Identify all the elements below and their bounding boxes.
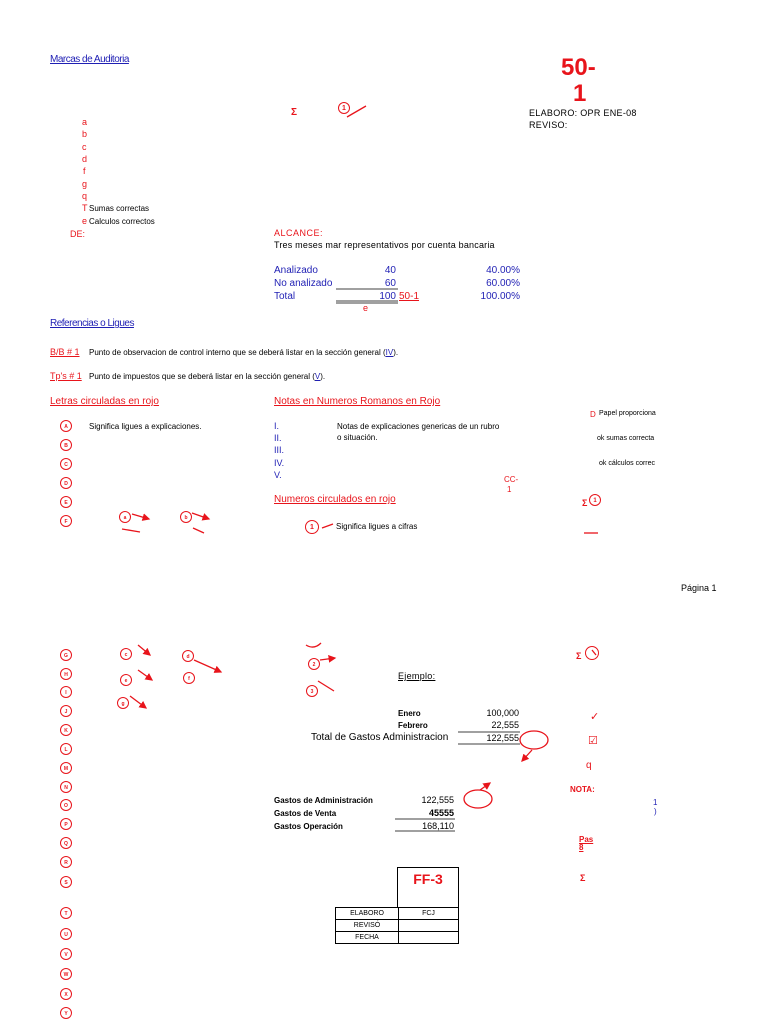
- referencias-title: Referencias o Ligues: [50, 318, 134, 329]
- alcance-title: ALCANCE:: [274, 228, 324, 238]
- mini-circle-icon: c: [120, 648, 132, 660]
- gastos-row-value: 45555: [428, 808, 454, 818]
- arrow-stroke: [194, 660, 221, 672]
- number-circle-icon: 3: [306, 685, 318, 697]
- letter-circle-icon: G: [60, 649, 72, 661]
- side-e-label: ok cálculos correc: [599, 460, 656, 467]
- letter-circle-icon: W: [60, 968, 72, 980]
- letras-description: Significa ligues a explicaciones.: [89, 422, 202, 431]
- arrow-stroke: [192, 513, 209, 519]
- mark-letter: d: [82, 154, 88, 164]
- numeros-description: Significa ligues a cifras: [336, 522, 418, 531]
- signoff-label: REVISÓ: [336, 920, 399, 932]
- gastos-row-label: Gastos de Venta: [274, 809, 337, 818]
- mark-letter: a: [82, 117, 88, 127]
- alcance-row-label: No analizado: [274, 278, 333, 289]
- nota-num-2: ): [654, 807, 657, 816]
- dash-stroke: [122, 529, 140, 532]
- dash-stroke: [592, 650, 596, 655]
- number-circle-icon: 2: [308, 658, 320, 670]
- tp-code: Tp's # 1: [50, 371, 82, 381]
- dash-stroke: [318, 681, 334, 691]
- mark-letter: g: [82, 179, 88, 189]
- notas-title: Notas en Numeros Romanos en Rojo: [274, 396, 441, 407]
- arrow-stroke: [132, 514, 149, 519]
- alcance-row-label: Analizado: [274, 265, 318, 276]
- mini-circle-icon: f: [183, 672, 195, 684]
- mark-letter: b: [82, 129, 88, 139]
- mini-circle-icon: a: [119, 511, 131, 523]
- alcance-row-label: Total: [274, 291, 296, 302]
- alcance-row-value: 100: [379, 291, 396, 302]
- alcance-row-value: 60: [384, 278, 396, 289]
- letter-circle-icon: H: [60, 668, 72, 680]
- letter-circle-icon: X: [60, 988, 72, 1000]
- letter-circle-icon: A: [60, 420, 72, 432]
- number-circle-icon: 1: [305, 520, 319, 534]
- mini-circle-icon: g: [117, 697, 129, 709]
- roman-numeral: II.: [274, 433, 282, 443]
- page-label: Página 1: [681, 583, 717, 593]
- ejemplo-row-label: Febrero: [398, 721, 428, 730]
- letter-circle-icon: V: [60, 948, 72, 960]
- gastos-row-label: Gastos Operación: [274, 822, 343, 831]
- gastos-row-value: 122,555: [421, 795, 454, 805]
- signoff-label: FECHA: [336, 932, 399, 944]
- alcance-row-pct: 60.00%: [486, 278, 520, 289]
- alcance-description: Tres meses mar representativos por cuenta bancaria: [274, 240, 495, 250]
- notas-desc-line1: Notas de explicaciones genericas de un rubro: [337, 422, 500, 431]
- ejemplo-total-label: Total de Gastos Administracion: [311, 732, 449, 743]
- curve-stroke: [306, 643, 321, 647]
- letter-circle-icon: S: [60, 876, 72, 888]
- e-mark: e: [82, 216, 88, 226]
- p2-sigma-2: Σ: [580, 873, 586, 883]
- t-mark-label: Sumas correctas: [89, 204, 150, 213]
- arrow-stroke: [320, 658, 335, 660]
- e-mark-label: Calculos correctos: [89, 217, 155, 226]
- marcas-title: Marcas de Auditoria: [50, 54, 129, 65]
- tp-description: Punto de impuestos que se deberá listar en la sección general (V).: [89, 372, 326, 381]
- side-d-mark: D: [590, 410, 596, 419]
- box-check-icon: ☑: [588, 735, 598, 747]
- t-mark: T: [82, 203, 88, 213]
- letter-circle-icon: T: [60, 907, 72, 919]
- letter-circle-icon: Y: [60, 1007, 72, 1019]
- de-label: DE:: [70, 229, 86, 239]
- cc-ref-line1: CC-: [504, 475, 519, 484]
- nota-label: NOTA:: [570, 785, 595, 794]
- roman-numeral: IV.: [274, 458, 285, 468]
- signoff-label: ELABORO: [336, 908, 399, 920]
- oval-mark: [464, 790, 492, 808]
- alcance-row-pct: 100.00%: [480, 291, 520, 302]
- letter-circle-icon: M: [60, 762, 72, 774]
- alcance-row-value: 40: [384, 265, 396, 276]
- numeros-title: Numeros circulados en rojo: [274, 494, 396, 505]
- p2-sigma: Σ: [576, 651, 582, 661]
- cc-ref-line2: 1: [507, 485, 512, 494]
- letter-circle-icon: F: [60, 515, 72, 527]
- arrow-stroke: [138, 670, 152, 680]
- check-icon: ✓: [590, 711, 600, 723]
- ejemplo-title: Ejemplo:: [398, 671, 436, 681]
- alcance-e-mark: e: [363, 303, 369, 313]
- check-stroke: [347, 106, 366, 117]
- notas-desc-line2: o situación.: [337, 433, 378, 442]
- circle-one-mark: 1: [338, 102, 350, 114]
- letter-circle-icon: B: [60, 439, 72, 451]
- letter-circle-icon: N: [60, 781, 72, 793]
- roman-numeral: V.: [274, 470, 282, 480]
- letras-title: Letras circuladas en rojo: [50, 396, 159, 407]
- letter-circle-icon: O: [60, 799, 72, 811]
- dash-stroke: [322, 524, 333, 528]
- ref-code-line1: 50-: [561, 54, 596, 81]
- mark-letter: f: [83, 166, 86, 176]
- pas-ref-line1: Pas: [579, 835, 594, 844]
- letter-circle-icon: J: [60, 705, 72, 717]
- side-sigma: Σ: [582, 498, 588, 508]
- nota-num-1: 1: [653, 798, 658, 807]
- arrow-stroke: [522, 750, 532, 761]
- letter-circle-icon: I: [60, 686, 72, 698]
- dash-stroke: [193, 528, 204, 533]
- side-d-label: Papel proporciona: [599, 410, 656, 417]
- pas-ref-line2: 8: [579, 843, 584, 852]
- arrow-stroke: [130, 696, 146, 708]
- reviso-label: REVISO:: [529, 120, 568, 130]
- letter-circle-icon: D: [60, 477, 72, 489]
- side-circle-one: 1: [589, 494, 601, 506]
- letter-circle-icon: U: [60, 928, 72, 940]
- roman-numeral: I.: [274, 421, 280, 431]
- letter-circle-icon: R: [60, 856, 72, 868]
- letter-circle-icon: C: [60, 458, 72, 470]
- signoff-ref: FF-3: [413, 871, 443, 887]
- arrow-stroke: [138, 645, 150, 655]
- ejemplo-row-label: Enero: [398, 709, 421, 718]
- signoff-value: FCJ: [399, 908, 459, 920]
- side-t-label: ok sumas correcta: [597, 435, 655, 442]
- roman-numeral: III.: [274, 445, 285, 455]
- oval-mark: [520, 731, 548, 749]
- letter-circle-icon: K: [60, 724, 72, 736]
- ejemplo-total-value: 122,555: [486, 733, 519, 743]
- gastos-row-value: 168,110: [422, 821, 454, 831]
- ejemplo-row-value: 22,555: [491, 720, 519, 730]
- letter-circle-icon: Q: [60, 837, 72, 849]
- ref-code-line2: 1: [573, 80, 587, 107]
- elaboro-label: ELABORO: OPR ENE-08: [529, 108, 637, 118]
- sigma-mark: Σ: [291, 107, 298, 118]
- letter-circle-icon: L: [60, 743, 72, 755]
- arrow-stroke: [480, 783, 490, 790]
- gastos-row-label: Gastos de Administración: [274, 796, 373, 805]
- mark-letter: q: [82, 191, 88, 201]
- mini-circle-icon: b: [180, 511, 192, 523]
- bb-description: Punto de observacion de control interno que se deberá listar en la sección general (IV).: [89, 348, 399, 357]
- mini-circle-icon: d: [182, 650, 194, 662]
- ejemplo-row-value: 100,000: [486, 708, 519, 718]
- alcance-total-ref: 50-1: [399, 291, 420, 302]
- letter-circle-icon: E: [60, 496, 72, 508]
- mini-circle-icon: e: [120, 674, 132, 686]
- letter-circle-icon: P: [60, 818, 72, 830]
- alcance-row-pct: 40.00%: [486, 265, 520, 276]
- mark-letter: c: [82, 142, 87, 152]
- q-mark: q: [586, 760, 592, 771]
- bb-code: B/B # 1: [50, 347, 80, 357]
